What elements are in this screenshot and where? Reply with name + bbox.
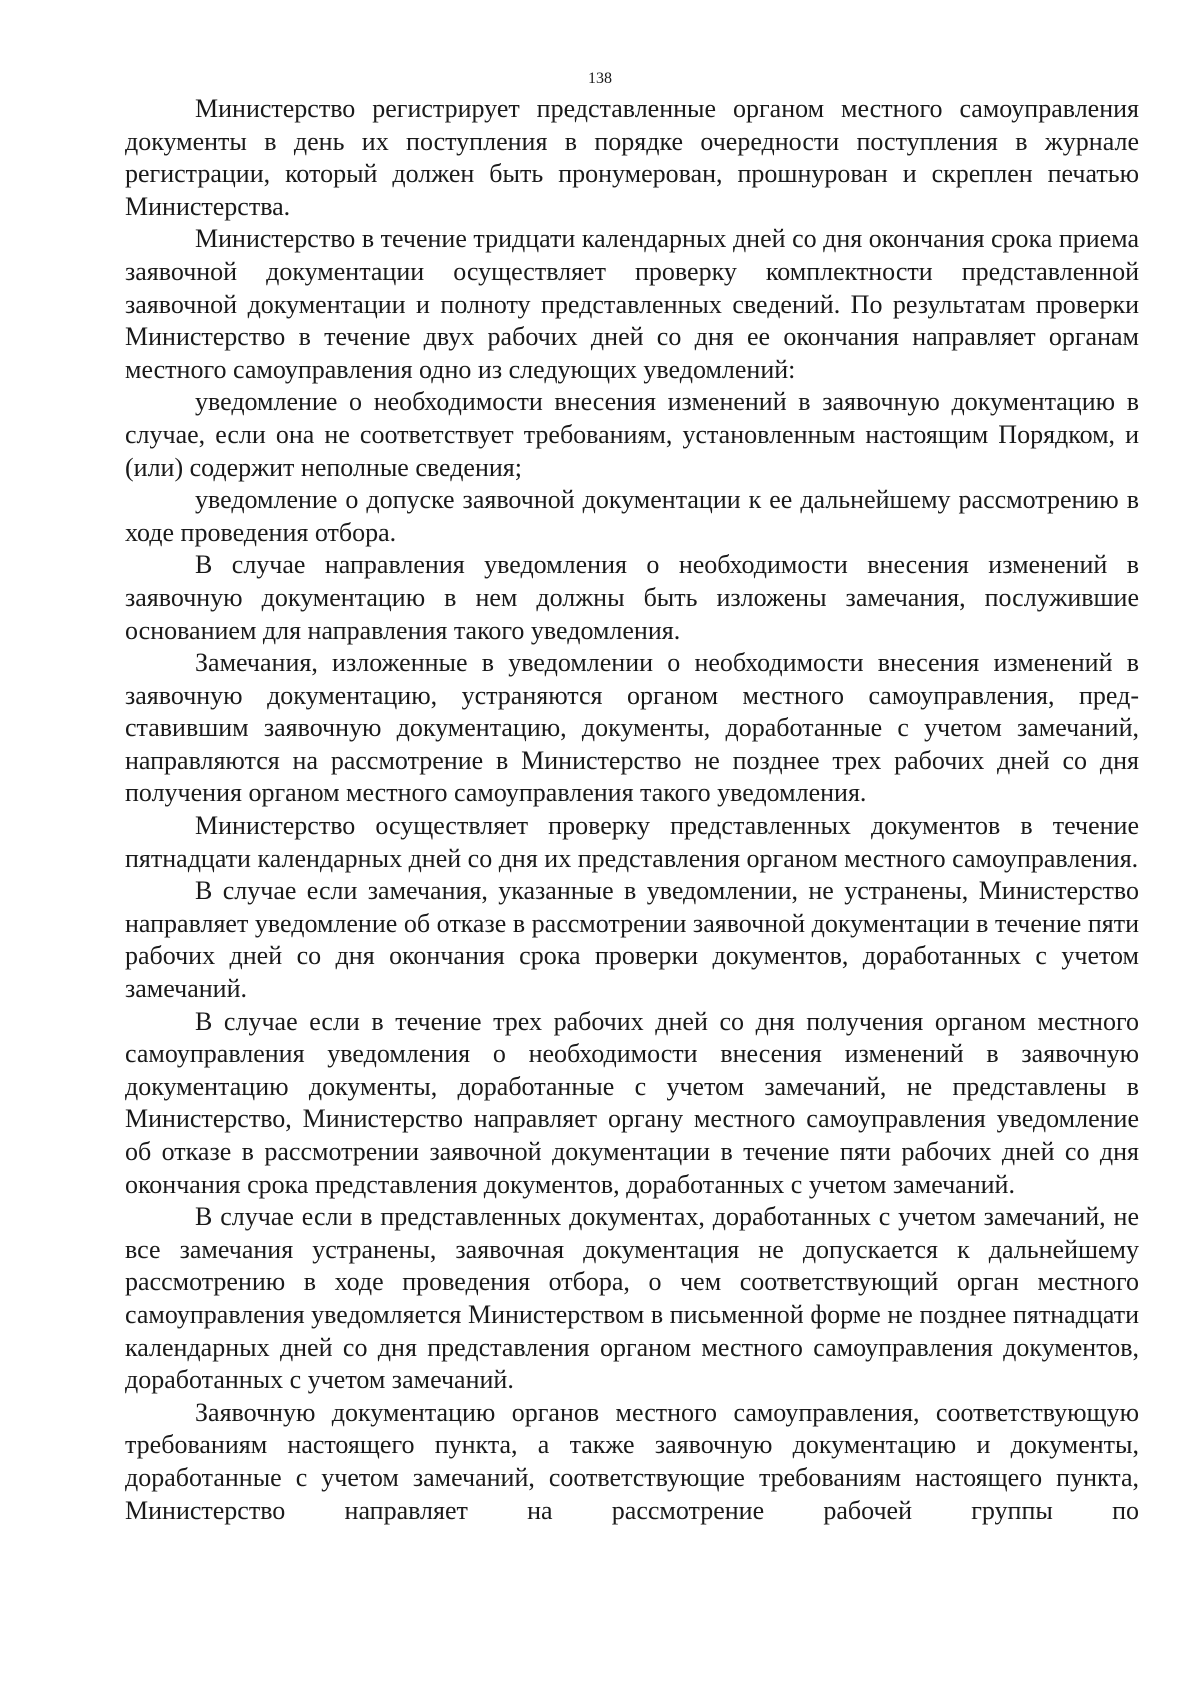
paragraph-registration: Министерство регистрирует представленные органом местного самоуправления документы в день их поступления в порядке очередности поступления в журнале регистрации, который должен быть пронумерован, прошнурован и скреплен печатью Министерства. (125, 94, 1139, 221)
paragraph-verification: Министерство в течение тридцати календарных дней со дня окончания срока приема заявочной документации осуществляет проверку комплектности представленной заявочной документации и полноту представленных сведений. По результатам проверки Министерство в течение двух рабочих дней со дня ее окончания направляет органам местного самоуправления одно из следующих уведомлений: (125, 224, 1139, 384)
paragraph-remarks-content: В случае направления уведомления о необходимости внесения изменений в заявочную документацию в нем должны быть изложены замечания, послужившие основанием для направления такого уведомления. (125, 550, 1139, 645)
paragraph-notice-admission: уведомление о допуске заявочной документации к ее дальнейшему рассмотрению в ходе проведения отбора. (125, 485, 1139, 547)
paragraph-refusal-not-submitted: В случае если в течение трех рабочих дней со дня получения органом местного самоуправления уведомления о необходимости внесения изменений в заявочную документацию документы, доработанные с учетом замечаний, не представлены в Министерство, Министерство направляет органу местного самоуправления уведомление об отказе в рассмотрении заявочной документации в течение пяти рабочих дней со дня окончания срока представления документов, доработанных с учетом замечаний. (125, 1006, 1139, 1199)
paragraph-refusal-not-eliminated: В случае если замечания, указанные в уведомлении, не устранены, Министерство направляет уведомление об отказе в рассмотрении заявочной документации в течение пяти рабочих дней со дня окончания срока проверки документов, доработанных с учетом замечаний. (125, 876, 1139, 1004)
paragraph-working-group: Заявочную документацию органов местного самоуправления, соответствующую требованиям настоящего пункта, а также заявочную документацию и документы, доработанные с учетом замечаний, соответствующие требованиям настоящего пункта, Министерство направляет на рассмотрение рабочей группы по (125, 1397, 1139, 1525)
page-number: 138 (588, 70, 612, 87)
paragraph-notice-changes: уведомление о необходимости внесения изменений в заявочную документацию в случае, если она не соответствует требованиям, установленным настоящим Порядком, и (или) содержит неполные сведения; (125, 387, 1139, 482)
paragraph-not-admitted: В случае если в представленных документах, доработанных с учетом замечаний, не все замечания устранены, заявочная документация не допускается к дальнейшему рассмотрению в ходе проведения отбора, о чем соответствующий орган местного самоуправления уведомляется Министерством в письменной форме не позднее пятнадцати календарных дней со дня представления органом местного самоуправления документов, доработанных с учетом замечаний. (125, 1202, 1139, 1395)
document-body (125, 93, 1139, 1527)
paragraph-review-documents: Министерство осуществляет проверку представленных документов в течение пятнадцати календарных дней со дня их представления органом местного самоуправления. (125, 811, 1139, 873)
paragraph-remarks-elimination: Замечания, изложенные в уведомлении о необходимости внесения изменений в заявочную документацию, устраняются органом местного самоуправления, представившим заявочную документацию, документы, доработанные с учетом замечаний, направляются на рассмотрение в Министерство не позднее трех рабочих дней со дня получения органом местного самоуправления такого уведомления. (125, 648, 1139, 808)
